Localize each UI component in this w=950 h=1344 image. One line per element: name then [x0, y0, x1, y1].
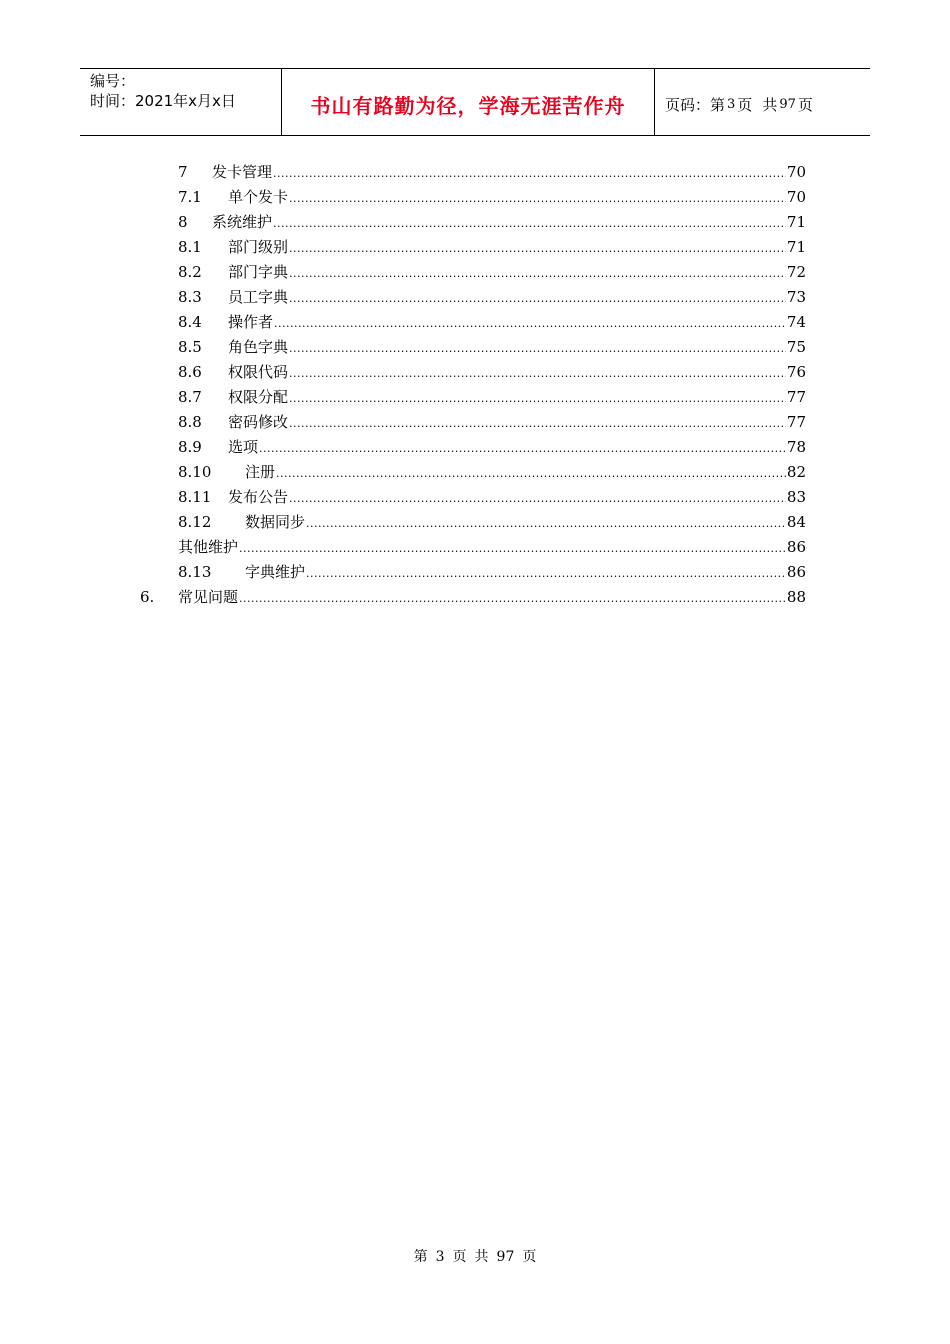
toc-entry-number: 8.8 — [178, 413, 202, 431]
toc-dot-leader — [289, 261, 786, 286]
toc-entry[interactable] — [140, 460, 806, 485]
toc-entry[interactable] — [140, 360, 806, 385]
toc-dot-leader — [239, 586, 786, 611]
toc-entry-page: 73 — [786, 288, 806, 306]
toc-entry-number: 8.11 — [178, 488, 212, 506]
footer-current: 3 — [435, 1249, 445, 1265]
toc-entry-number: 8.7 — [178, 388, 202, 406]
header-page-current: 3 — [727, 96, 736, 112]
toc-entry[interactable] — [140, 535, 806, 560]
toc-entry[interactable] — [140, 435, 806, 460]
toc-dot-leader — [276, 461, 786, 486]
page-footer — [0, 1246, 950, 1266]
header-page-total: 97 — [779, 96, 796, 112]
toc-entry-title: 权限代码 — [228, 363, 289, 381]
toc-entry-page: 70 — [786, 163, 806, 181]
toc-dot-leader — [289, 386, 786, 411]
toc-dot-leader — [306, 511, 786, 536]
toc-entry-page: 83 — [786, 488, 806, 506]
toc-entry-number: 8.1 — [178, 238, 202, 256]
toc-entry-page: 75 — [786, 338, 806, 356]
toc-dot-leader — [289, 286, 786, 311]
page-header — [80, 68, 870, 136]
toc-entry-number: 7 — [178, 163, 188, 181]
toc-dot-leader — [289, 186, 786, 211]
toc-entry-title: 字典维护 — [245, 563, 306, 581]
toc-entry-page: 78 — [786, 438, 806, 456]
toc-dot-leader — [273, 211, 786, 236]
toc-entry-page: 72 — [786, 263, 806, 281]
toc-entry[interactable] — [140, 285, 806, 310]
toc-dot-leader — [289, 486, 786, 511]
toc-entry-page: 70 — [786, 188, 806, 206]
toc-entry[interactable] — [140, 385, 806, 410]
toc-entry[interactable] — [140, 560, 806, 585]
footer-prefix: 第 — [413, 1249, 428, 1265]
toc-entry-page: 71 — [786, 238, 806, 256]
toc-entry-page: 86 — [786, 538, 806, 556]
toc-entry[interactable] — [140, 310, 806, 335]
toc-dot-leader — [289, 411, 786, 436]
toc-dot-leader — [289, 361, 786, 386]
toc-entry-number: 8.10 — [178, 463, 212, 481]
toc-entry-title: 选项 — [228, 438, 259, 456]
header-meta — [80, 69, 282, 135]
toc-entry[interactable] — [140, 510, 806, 535]
header-page-mid: 页 — [737, 95, 753, 114]
header-page-suffix: 页 — [797, 95, 813, 114]
header-time-label: 时间：2021年x月x日 — [90, 92, 236, 110]
toc-entry-title: 员工字典 — [228, 288, 289, 306]
toc-entry-number: 6. — [140, 588, 155, 606]
header-page-total-prefix: 共 — [762, 95, 778, 114]
toc-entry-title: 密码修改 — [228, 413, 289, 431]
toc-entry[interactable] — [140, 260, 806, 285]
toc-entry[interactable] — [140, 585, 806, 610]
header-page-prefix: 页码：第 — [665, 95, 726, 114]
header-motto: 书山有路勤为径，学海无涯苦作舟 — [282, 69, 655, 135]
toc-entry[interactable] — [140, 410, 806, 435]
toc-entry-number: 8.2 — [178, 263, 202, 281]
toc-entry-number: 8.3 — [178, 288, 202, 306]
toc-entry-number: 7.1 — [178, 188, 202, 206]
toc-entry-number: 8 — [178, 213, 188, 231]
toc-entry-page: 74 — [786, 313, 806, 331]
toc-entry-page: 82 — [786, 463, 806, 481]
toc-entry-title: 角色字典 — [228, 338, 289, 356]
toc-entry-page: 88 — [786, 588, 806, 606]
footer-total-prefix: 共 — [474, 1249, 489, 1265]
toc-entry-number: 8.4 — [178, 313, 202, 331]
header-code-label: 编号： — [90, 72, 136, 90]
toc-entry[interactable] — [140, 160, 806, 185]
table-of-contents — [140, 160, 806, 610]
toc-entry-title: 单个发卡 — [228, 188, 289, 206]
toc-dot-leader — [239, 536, 786, 561]
toc-entry-title: 部门字典 — [228, 263, 289, 281]
toc-entry-title: 操作者 — [228, 313, 274, 331]
toc-entry-page: 77 — [786, 413, 806, 431]
toc-entry-number: 8.13 — [178, 563, 212, 581]
toc-entry-title: 其他维护 — [178, 538, 239, 556]
toc-dot-leader — [289, 236, 786, 261]
footer-mid: 页 — [452, 1249, 467, 1265]
toc-entry-page: 84 — [786, 513, 806, 531]
toc-dot-leader — [274, 311, 786, 336]
toc-entry-title: 数据同步 — [245, 513, 306, 531]
toc-entry-title: 注册 — [245, 463, 276, 481]
toc-entry-page: 86 — [786, 563, 806, 581]
toc-entry[interactable] — [140, 335, 806, 360]
toc-entry-page: 77 — [786, 388, 806, 406]
toc-entry-page: 76 — [786, 363, 806, 381]
toc-entry[interactable] — [140, 185, 806, 210]
header-page-info — [655, 69, 870, 135]
toc-entry-title: 系统维护 — [212, 213, 273, 231]
toc-entry-title: 部门级别 — [228, 238, 289, 256]
toc-dot-leader — [306, 561, 786, 586]
footer-total: 97 — [496, 1249, 515, 1265]
toc-entry[interactable] — [140, 485, 806, 510]
toc-entry-title: 发布公告 — [228, 488, 289, 506]
footer-suffix: 页 — [522, 1249, 537, 1265]
toc-entry[interactable] — [140, 235, 806, 260]
toc-entry-title: 常见问题 — [178, 588, 239, 606]
toc-entry-number: 8.9 — [178, 438, 202, 456]
toc-entry-number: 8.5 — [178, 338, 202, 356]
toc-entry-page: 71 — [786, 213, 806, 231]
toc-entry-number: 8.6 — [178, 363, 202, 381]
toc-dot-leader — [273, 161, 786, 186]
toc-entry-title: 权限分配 — [228, 388, 289, 406]
toc-entry[interactable] — [140, 210, 806, 235]
toc-dot-leader — [289, 336, 786, 361]
toc-entry-title: 发卡管理 — [212, 163, 273, 181]
toc-dot-leader — [259, 436, 786, 461]
toc-entry-number: 8.12 — [178, 513, 212, 531]
